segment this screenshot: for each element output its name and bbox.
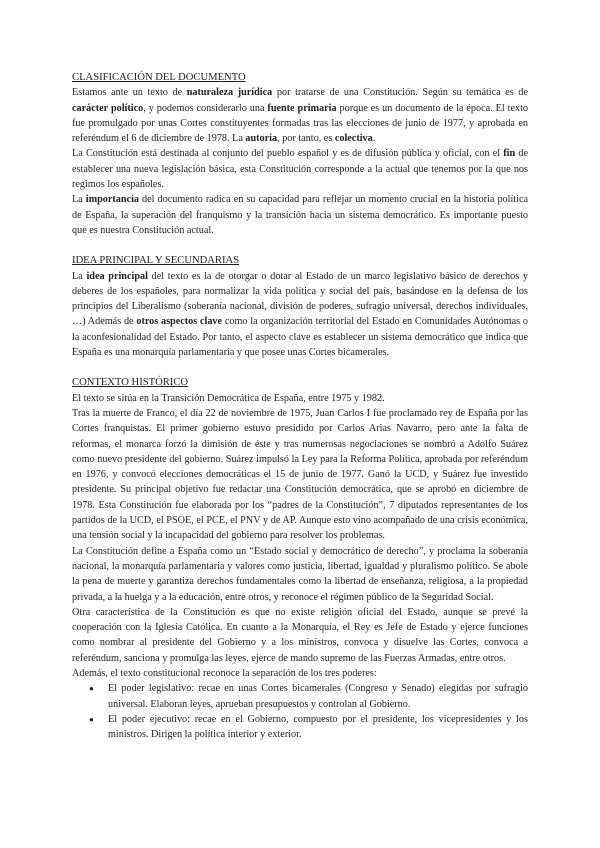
paragraph-destino	[72, 146, 528, 192]
paragraph-separacion-poderes: Además, el texto constitucional reconoce la separación de los tres poderes:	[72, 667, 377, 679]
section-heading-contexto: CONTEXTO HISTÓRICO	[72, 377, 189, 389]
text-run: del texto es la de otorgar o dotar al Estado de un marco legislativo básico de derechos y deberes de los españoles, para normalizar la vida política y social del país, basándose en la defensa de los principios del Liberalismo (soberanía nacional, división de poderes, sufragio universal, derechos individuales, …) Además de	[72, 270, 528, 328]
text-run: La	[72, 270, 87, 282]
text-run: La	[72, 194, 86, 206]
text-run: , y podemos considerarlo una	[143, 102, 268, 114]
text-run: Estamos ante un texto de	[72, 87, 187, 99]
bold-term: naturaleza jurídica	[186, 87, 273, 99]
text-run: La Constitución está destinada al conjunto del pueblo español y es de difusión pública y oficial, con el	[72, 148, 504, 160]
bold-term: colectiva	[334, 133, 373, 145]
paragraph-estado-social: La Constitución define a España como un “Estado social y democrático de derecho”, y proclama la soberanía nacional, la monarquía parlamentaria y valores como justicia, libertad, igualdad y pluralismo político. Se abole la pena de muerte y garantiza derechos fundamentales como la libertad de enseñanza, religiosa, a la propiedad privada, a la huelga y a la educación, entre otros, y reconoce el régimen público de la Seguridad Social.	[72, 545, 528, 603]
section-heading-idea-principal: IDEA PRINCIPAL Y SECUNDARIAS	[72, 255, 240, 267]
bold-term: fin	[503, 148, 516, 160]
text-run: .	[372, 133, 376, 145]
paragraph-importancia	[72, 192, 528, 238]
bold-term: importancia	[85, 194, 139, 206]
text-run: porque es un documento de la época. El texto fue promulgado por unas Cortes constituyentes formadas tras las elecciones de junio de 1977, y aprobada en referéndum el 6 de diciembre de 1978. La	[72, 102, 528, 145]
text-run: de establecer una nueva legislación básica, esta Constitución corresponde a la actual que tenemos por la que nos regimos los españoles.	[72, 148, 528, 191]
text-run: , por tanto, es	[277, 133, 335, 145]
bold-term: autoría	[245, 133, 278, 145]
text-run: como la organización territorial del Estado en Comunidades Autónomas o la aconfesionalidad del Estado. Por tanto, el aspecto clave es establecer un sistema democrático que indica que España es una monarquía parlamentaria y que posee unas Cortes bicamerales.	[72, 316, 528, 359]
bold-term: fuente primaria	[267, 102, 337, 114]
powers-list	[72, 681, 528, 742]
bold-term: otros aspectos clave	[136, 316, 223, 328]
paragraph-idea-principal	[72, 269, 528, 361]
list-item-ejecutivo: ● El poder ejecutivo: recae en el Gobierno, compuesto por el presidente, los vicepresidentes y los ministros. Dirigen la política interior y exterior.	[108, 712, 528, 743]
document-page	[72, 70, 528, 742]
text-run: por tratarse de una Constitución. Según su temática es de	[272, 87, 528, 99]
list-item-legislativo: ● El poder legislativo: recae en unas Cortes bicamerales (Congreso y Senado) elegidas por sufragio universal. Elaboran leyes, aprueban presupuestos y controlan al Gobierno.	[108, 681, 528, 712]
paragraph-muerte-franco: Tras la muerte de Franco, el día 22 de noviembre de 1975, Juan Carlos I fue proclamado rey de España por las Cortes franquistas. El primer gobierno estuvo presidido por Carlos Arias Navarro, pero ante la falta de reformas, el monarca forzó la dimisión de éste y tras numerosas negociaciones se nombró a Adolfo Suárez como nuevo presidente del gobierno. Suárez impulsó la Ley para la Reforma Política, aprobada por referéndum en 1976, y convocó elecciones democráticas el 15 de junio de 1977. Ganó la UCD, y Suárez fue investido presidente. Su principal objetivo fue redactar una Constitución democrática, que se aprobó en diciembre de 1978. Esta Constitución fue elaborada por los “padres de la Constitución”, 7 diputados representantes de los partidos de la UCD, el PSOE, el PCE, el PNV y de AP. Aunque esto vino acompañado de una crisis económica, una tensión social y la incapacidad del gobierno para resolver los problemas.	[72, 407, 528, 542]
text-run: del documento radica en su capacidad para reflejar un momento crucial en la historia política de España, la superación del franquismo y la transición hacia un sistema democrático. Es importante puesto que es nuestra Constitución actual.	[72, 194, 528, 236]
paragraph-transicion: El texto se sitúa en la Transición Democrática de España, entre 1975 y 1982.	[72, 392, 385, 404]
bold-term: carácter político	[72, 102, 144, 114]
section-heading-clasificacion: CLASIFICACIÓN DEL DOCUMENTO	[72, 72, 246, 83]
paragraph-naturaleza	[72, 85, 528, 146]
bold-term: idea principal	[86, 270, 148, 282]
paragraph-religion-monarquia: Otra característica de la Constitución es que no existe religión oficial del Estado, aunque se prevé la cooperación con la Iglesia Católica. En cuanto a la Monarquía, el Rey es Jefe de Estado y ejerce funciones como nombrar al presidente del Gobierno y a los ministros, convoca y disuelve las Cortes, convoca a referéndum, sanciona y promulga las leyes, ejerce de mando supremo de las Fuerzas Armadas, entre otros.	[72, 606, 528, 664]
